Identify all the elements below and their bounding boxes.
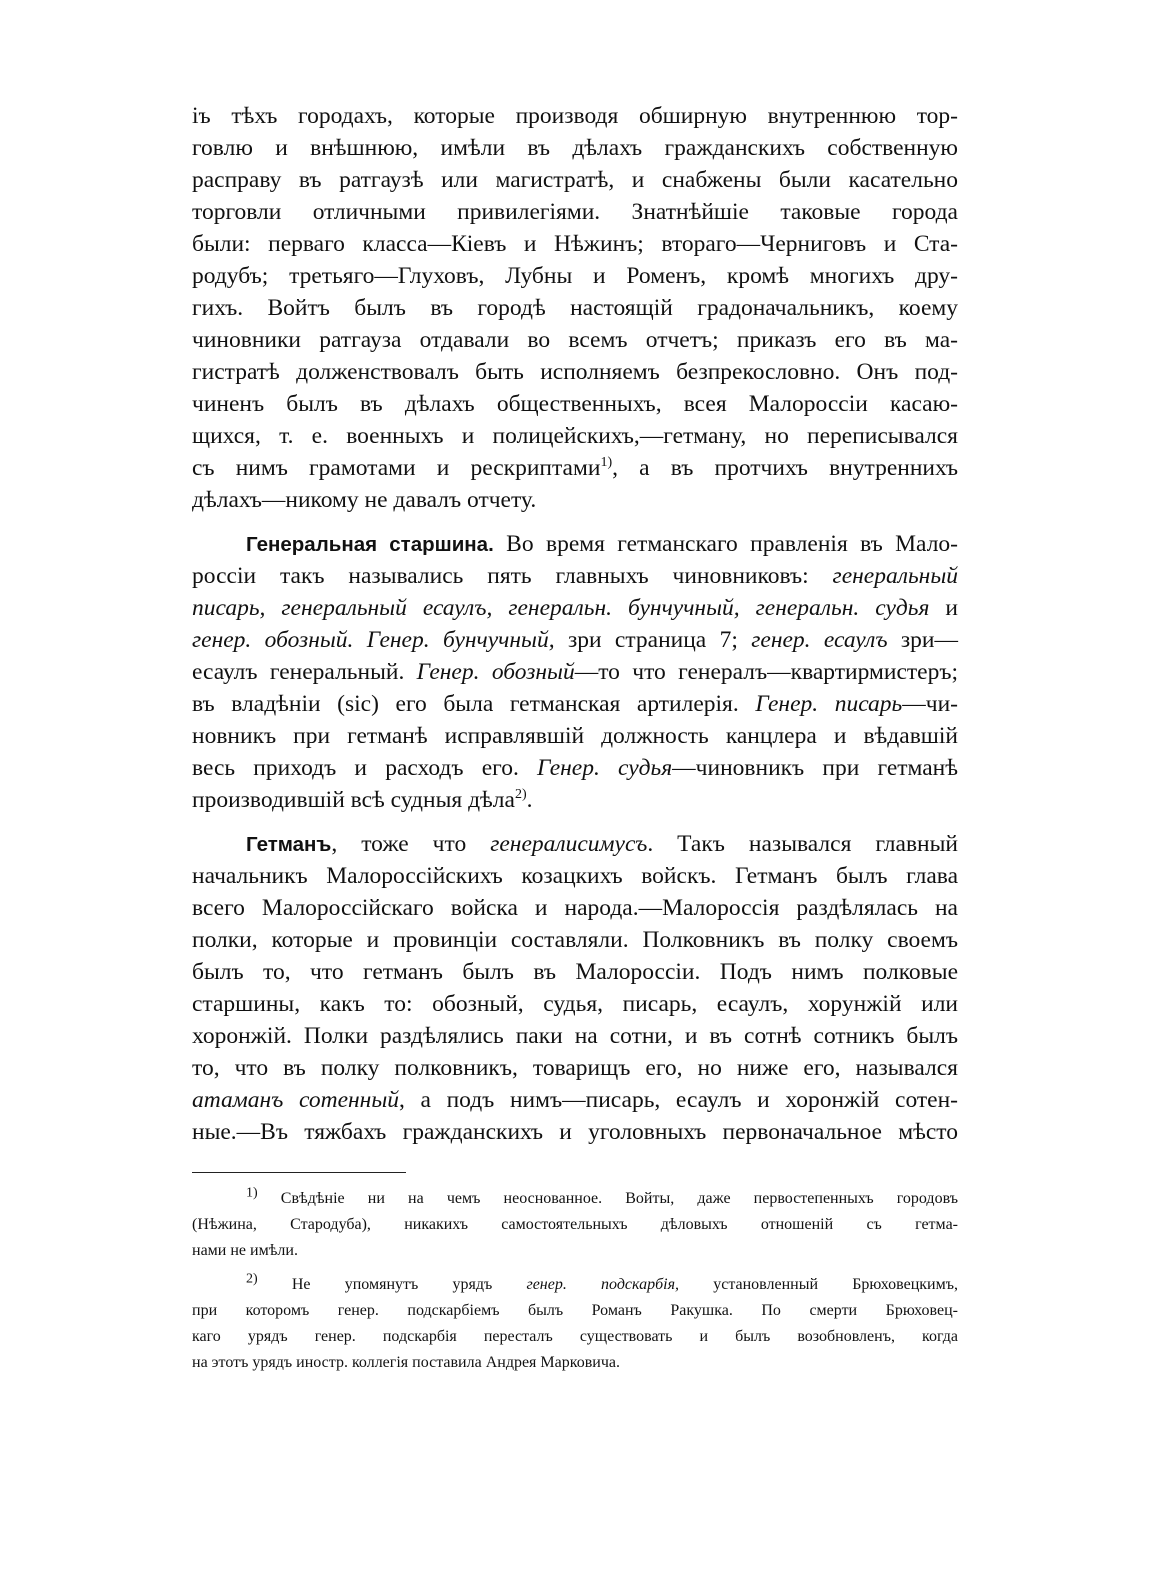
- text-span: —чиновникъ при гетманѣ: [672, 755, 958, 781]
- text-line: гихъ. Войтъ былъ въ городѣ настоящій градоначальникъ, коему: [192, 295, 958, 321]
- text-span: и: [929, 595, 958, 621]
- text-line: говлю и внѣшнюю, имѣли въ дѣлахъ гражданскихъ собственную: [192, 135, 958, 161]
- italic-term: Генер. судья: [537, 755, 673, 781]
- text-line: щихся, т. е. военныхъ и полицейскихъ,—гетману, но переписывался: [192, 423, 958, 449]
- text-line: были: перваго класса—Кіевъ и Нѣжинъ; втораго—Черниговъ и Ста-: [192, 231, 958, 257]
- text-line: ные.—Въ тяжбахъ гражданскихъ и уголовныхъ первоначальное мѣсто: [192, 1119, 958, 1145]
- text-span: . Такъ назывался главный: [647, 831, 958, 857]
- text-line: іъ тѣхъ городахъ, которые производя обширную внутреннюю тор-: [192, 103, 958, 129]
- text-span: —то что генералъ—квартирмистеръ;: [574, 659, 958, 685]
- italic-term: генеральный: [832, 563, 958, 589]
- text-line: [192, 784, 958, 816]
- italic-term: атаманъ сотенный: [192, 1087, 399, 1113]
- text-line: [192, 560, 958, 592]
- text-line: то, что въ полку полковникъ, товарищъ его, но ниже его, назывался: [192, 1055, 958, 1081]
- footnote-ref-2[interactable]: 2): [514, 787, 527, 803]
- footnote-line: [246, 1186, 958, 1212]
- text-span: —чи-: [902, 691, 958, 717]
- footnote-line: при которомъ генер. подскарбіемъ былъ Романъ Ракушка. По смерти Брюховец-: [192, 1302, 958, 1319]
- footnote-line: на этотъ урядъ иностр. коллегія поставила Андрея Марковича.: [192, 1354, 620, 1371]
- text-line: начальникъ Малороссійскихъ козацкихъ войскъ. Гетманъ былъ глава: [192, 863, 958, 889]
- italic-term: генер. обозный. Генер. бунчучный,: [192, 627, 555, 653]
- text-span: Во время гетманскаго правленія въ Мало-: [493, 531, 958, 557]
- footnote-line: каго урядъ генер. подскарбія пересталъ существовать и былъ возобновленъ, когда: [192, 1328, 958, 1345]
- text-span: , а въ протчихъ внутреннихъ: [612, 455, 958, 481]
- footnote-line: (Нѣжина, Стародуба), никакихъ самостоятельныхъ дѣловыхъ отношеній съ гетма-: [192, 1216, 958, 1233]
- italic-term: Генер. обозный: [416, 659, 575, 685]
- text-line: [192, 688, 958, 720]
- italic-term: генер. подскарбія,: [526, 1276, 680, 1293]
- footnote-ref-1[interactable]: 1): [600, 455, 613, 471]
- footnote-mark: 2): [246, 1271, 258, 1287]
- text-line: новникъ при гетманѣ исправлявшій должность канцлера и вѣдавшій: [192, 723, 958, 749]
- italic-term: Генер. писарь: [755, 691, 903, 717]
- text-span: Свѣдѣніе ни на чемъ неоснованное. Войты, даже первостепенныхъ городовъ: [257, 1190, 958, 1207]
- text-line: чиненъ былъ въ дѣлахъ общественныхъ, всея Малороссіи касаю-: [192, 391, 958, 417]
- text-span: .: [526, 787, 533, 813]
- text-span: установленный Брюховецкимъ,: [679, 1276, 959, 1293]
- text-span: Не упомянутъ урядъ: [257, 1276, 527, 1293]
- text-line: всего Малороссійскаго войска и народа.—Малороссія раздѣлялась на: [192, 895, 958, 921]
- text-span: , тоже что: [331, 831, 491, 857]
- text-line: былъ то, что гетманъ былъ въ Малороссіи. Подъ нимъ полковые: [192, 959, 958, 985]
- text-span: зри—: [887, 627, 958, 653]
- text-line: [246, 528, 958, 560]
- text-line: [192, 592, 958, 624]
- text-span: есаулъ генеральный.: [192, 659, 417, 685]
- text-line: [246, 828, 958, 860]
- text-line: торговли отличными привилегіями. Знатнѣйшіе таковые города: [192, 199, 958, 225]
- text-line: [192, 452, 958, 484]
- text-span: зри страница 7;: [554, 627, 752, 653]
- text-line: расправу въ ратгаузѣ или магистратѣ, и снабжены были касательно: [192, 167, 958, 193]
- text-line: хоронжій. Полки раздѣлялись паки на сотни, и въ сотнѣ сотникъ былъ: [192, 1023, 958, 1049]
- text-span: производившій всѣ судныя дѣла: [192, 787, 515, 813]
- text-line: [192, 656, 958, 688]
- text-span: въ владѣніи (sic) его была гетманская артилерія.: [192, 691, 756, 717]
- text-line: старшины, какъ то: обозный, судья, писарь, есаулъ, хорунжій или: [192, 991, 958, 1017]
- text-line: гистратѣ долженствовалъ быть исполняемъ безпрекословно. Онъ под-: [192, 359, 958, 385]
- italic-term: генер. есаулъ: [751, 627, 888, 653]
- text-line: [192, 624, 958, 656]
- footnote-line: нами не имѣли.: [192, 1242, 298, 1259]
- footnote-line: [246, 1272, 958, 1298]
- text-line: [192, 752, 958, 784]
- text-line: родубъ; третьяго—Глуховъ, Лубны и Роменъ, кромѣ многихъ дру-: [192, 263, 958, 289]
- text-line: чиновники ратгауза отдавали во всемъ отчетъ; приказъ его въ ма-: [192, 327, 958, 353]
- text-line: дѣлахъ—никому не давалъ отчету.: [192, 487, 537, 513]
- italic-term: писарь, генеральный есаулъ, генеральн. бунчучный, генеральн. судья: [192, 595, 930, 621]
- text-span: , а подъ нимъ—писарь, есаулъ и хоронжій сотен-: [398, 1087, 958, 1113]
- text-span: россіи такъ назывались пять главныхъ чиновниковъ:: [192, 563, 833, 589]
- footnote-divider: [192, 1172, 406, 1173]
- footnote-mark: 1): [246, 1185, 258, 1201]
- section-heading: Гетманъ: [246, 833, 332, 856]
- italic-term: генералисимусъ: [490, 831, 648, 857]
- text-line: полки, которые и провинціи составляли. Полковникъ въ полку своемъ: [192, 927, 958, 953]
- text-line: [192, 1084, 958, 1116]
- text-span: съ нимъ грамотами и рескриптами: [192, 455, 601, 481]
- text-span: весь приходъ и расходъ его.: [192, 755, 538, 781]
- section-heading: Генеральная старшина.: [246, 533, 494, 556]
